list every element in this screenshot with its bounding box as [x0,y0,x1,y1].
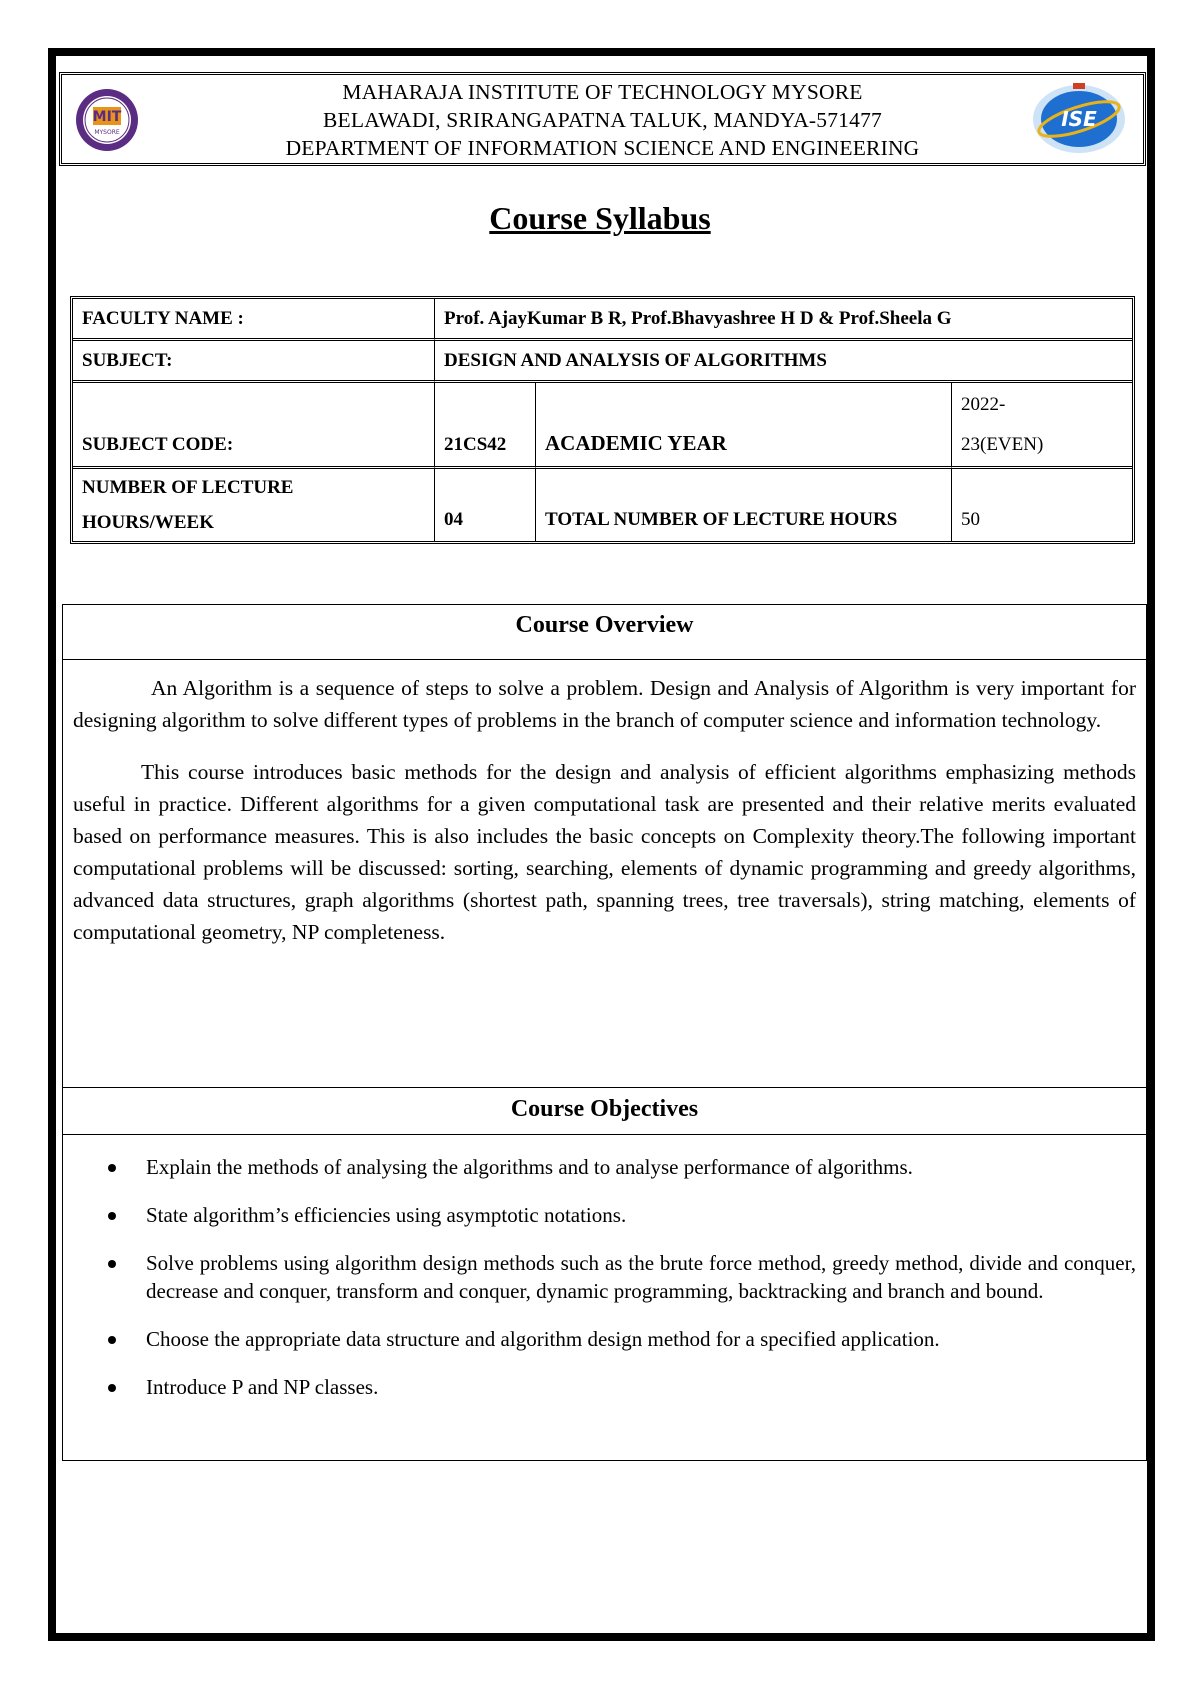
course-info-table [70,296,1135,544]
academic-year-line-1: 2022- [961,393,1006,415]
bullet-icon [108,1260,116,1268]
objective-item [63,1201,1136,1229]
objective-text: Solve problems using algorithm design methods such as the brute force method, greedy method, divide and conquer, decrease and conquer, transform and conquer, dynamic programming, backtracking and branch and bound. [146,1251,1136,1303]
subject-code-value: 21CS42 [435,383,536,469]
objectives-list [63,1135,1146,1401]
institute-address: BELAWADI, SRIRANGAPATNA TALUK, MANDYA-571477 [322,108,882,132]
lecture-hours-label-line-2: HOURS/WEEK [82,512,214,533]
objectives-heading: Course Objectives [63,1088,1146,1135]
overview-paragraph: An Algorithm is a sequence of steps to solve a problem. Design and Analysis of Algorithm is very important for designing algorithm to solve different types of problems in the branch of computer science and information technology. [73,676,1136,732]
lecture-hours-value: 04 [435,469,536,541]
academic-year-line-2: 23(EVEN) [961,433,1044,455]
faculty-value: Prof. AjayKumar B R, Prof.Bhavyashree H D & Prof.Sheela G [435,299,1132,341]
lecture-hours-label-line-1: NUMBER OF LECTURE [82,477,294,498]
course-overview-section [62,604,1147,1088]
page-title: Course Syllabus [489,200,711,236]
bullet-icon [108,1384,116,1392]
svg-text:MYSORE: MYSORE [94,129,120,136]
objective-text: Choose the appropriate data structure and algorithm design method for a specified application. [146,1327,940,1351]
objective-text: State algorithm’s efficiencies using asymptotic notations. [146,1203,627,1227]
institute-header [59,72,1146,166]
overview-paragraph: This course introduces basic methods for the design and analysis of efficient algorithms emphasizing methods useful in practice. Different algorithms for a given computational task are presented and their relative merits evaluated based on performance measures. This is also includes the basic concepts on Complexity theory.The following important computational problems will be discussed: sorting, searching, elements of dynamic programming and greedy algorithms, advanced data structures, graph algorithms (shortest path, spanning trees, tree traversals), string matching, elements of computational geometry, NP completeness. [73,760,1136,944]
academic-year-label: ACADEMIC YEAR [536,383,952,469]
course-objectives-section [62,1087,1147,1461]
subject-code-label: SUBJECT CODE: [73,383,435,469]
svg-text:MIT: MIT [92,109,122,125]
overview-heading: Course Overview [63,605,1146,660]
subject-value: DESIGN AND ANALYSIS OF ALGORITHMS [435,341,1132,383]
total-hours-value: 50 [961,509,980,530]
objective-item [63,1373,1136,1401]
objective-text: Explain the methods of analysing the algorithms and to analyse performance of algorithms. [146,1155,913,1179]
svg-text:ISE: ISE [1061,107,1097,131]
total-hours-label: TOTAL NUMBER OF LECTURE HOURS [536,469,952,541]
academic-year-value [952,383,1132,469]
bullet-icon [108,1164,116,1172]
objective-item [63,1249,1136,1305]
objective-item [63,1325,1136,1353]
objective-text: Introduce P and NP classes. [146,1375,379,1399]
objective-item [63,1153,1136,1181]
institute-name: MAHARAJA INSTITUTE OF TECHNOLOGY MYSORE [342,80,863,104]
bullet-icon [108,1336,116,1344]
department-name: DEPARTMENT OF INFORMATION SCIENCE AND ENGINEERING [285,136,920,160]
faculty-label: FACULTY NAME : [73,299,435,341]
subject-label: SUBJECT: [73,341,435,383]
bullet-icon [108,1212,116,1220]
lecture-hours-label [73,469,435,541]
ise-department-logo [1029,81,1129,157]
